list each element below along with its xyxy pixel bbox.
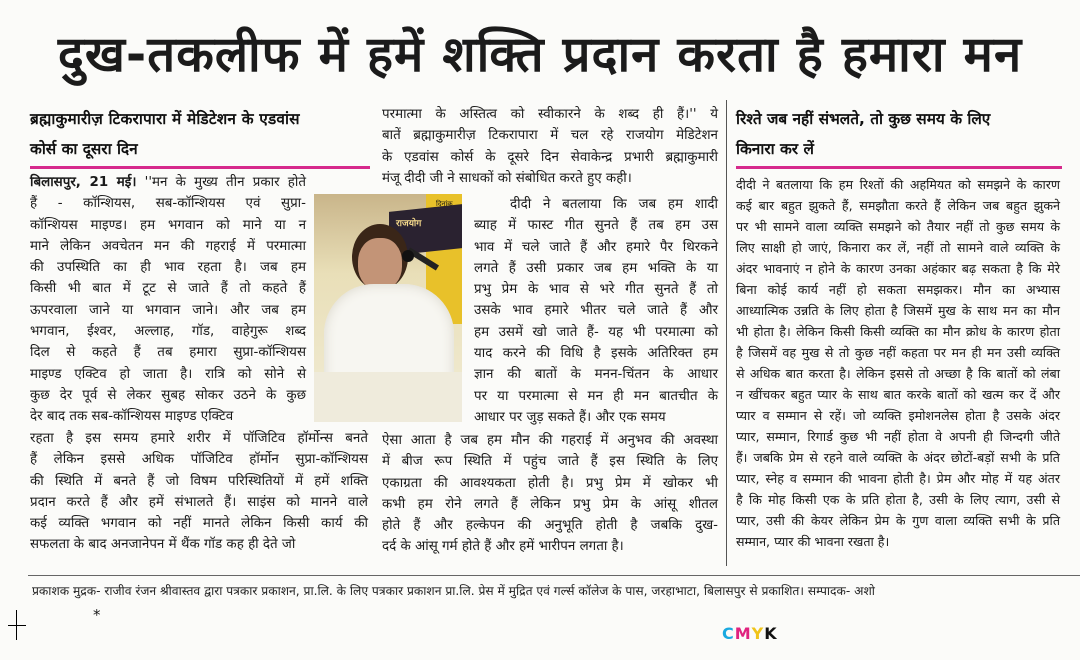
line-text: सफलता के बाद अनजानेपन में थैंक गॉड कह ही देते जो: [30, 537, 296, 553]
text-line: [30, 471, 368, 492]
col1-subhead-line1: ब्रह्माकुमारीज़ टिकरापारा में मेडिटेशन के एडवांस: [30, 110, 300, 128]
text-line: [382, 125, 718, 146]
text-line: [30, 321, 306, 342]
line-text: लिए साक्षी हो जाएं, किनारा कर लें, नहीं तो सामने वाले व्यक्ति के: [736, 240, 1060, 255]
col1-subhead: [30, 104, 370, 164]
text-line: [30, 278, 306, 299]
col1-body-continued: [30, 428, 368, 556]
line-text: भी होता है। लेकिन किसी किसी व्यक्ति का मौन क्रोध के कारण होता: [736, 324, 1060, 339]
text-line: [382, 168, 718, 189]
text-line: [736, 489, 1060, 510]
cmyk-m: M: [734, 624, 752, 643]
text-line: [474, 215, 718, 236]
line-text: याद करने की विधि है इसके अतिरिक्त हम: [474, 346, 718, 362]
text-line: [736, 510, 1060, 531]
text-line: [382, 430, 718, 451]
text-line: [736, 468, 1060, 489]
line-text: दीदी ने बतलाया कि जब हम शादी: [510, 197, 718, 212]
text-line: [474, 258, 718, 279]
footer-rule: [28, 575, 1080, 576]
text-line: [30, 215, 306, 236]
line-text: दिल से कहते हैं तब हमारा सुप्रा-कॉन्शियस: [30, 345, 306, 361]
line-text: पर भी सामने वाला व्यक्ति समझने को तैयार नहीं तो कुछ समय के: [736, 219, 1060, 234]
line-text: प्यार, सम्मान, रिगार्ड कुछ भी नहीं होता वे अपनी ही जिन्दगी जीते: [736, 429, 1060, 444]
line-text: माने लेकिन अवचेतन मन की गहराई में परमात्मा: [30, 238, 306, 254]
line-text: प्यार व सम्मान से रहें। जो व्यक्ति इमोशनलेस होता है उसके अंदर: [736, 408, 1060, 423]
col1-subhead-line2: कोर्स का दूसरा दिन: [30, 140, 138, 158]
photo-banner-text: राजयोग: [396, 219, 422, 229]
microphone-icon: [402, 250, 414, 262]
text-line: [474, 343, 718, 364]
cmyk-c: C: [722, 624, 735, 643]
line-text: भगवान, ईश्वर, अल्लाह, गॉड, वाहेगुरू शब्द: [30, 324, 306, 340]
col1-body: [30, 172, 306, 428]
text-line: [382, 104, 718, 125]
dateline: बिलासपुर, 21 मई।: [30, 175, 137, 190]
text-line: [382, 147, 718, 168]
text-line: [736, 426, 1060, 447]
text-line: [382, 451, 718, 472]
column-divider: [726, 100, 727, 566]
text-line: [474, 300, 718, 321]
text-line: [30, 193, 306, 214]
cmyk-y: Y: [751, 624, 765, 643]
text-line: [736, 342, 1060, 363]
text-line: [736, 447, 1060, 468]
text-line: [474, 386, 718, 407]
photo-face: [358, 238, 402, 290]
line-text: से अधिक बात करता है। लेकिन इससे तो अच्छा है कि बातों को लंबा: [736, 366, 1060, 381]
line-text: पर या परमात्मा से मन ही मन बातचीत के: [474, 388, 718, 404]
text-line: [474, 237, 718, 258]
line-text: किसी भी बात में टूट से जाते हैं तो कहते हैं: [30, 281, 306, 297]
text-line: [474, 194, 718, 215]
line-text: उसके भाव हमारे भीतर चले जाते हैं और: [474, 303, 718, 319]
line-text: प्रभु प्रेम के भाव से भरे गीत सुनते हैं तो: [474, 282, 718, 298]
line-text: रहता है इस समय हमारे शरीर में पॉजिटिव हॉर्मोन्स बनते: [30, 431, 368, 446]
col3-subhead-line1: रिश्ते जब नहीं संभलते, तो कुछ समय के लिए: [736, 110, 991, 128]
line-text: है कि मोह किसी एक के प्रति होता है, उसी के लिए त्याग, उसी से: [736, 492, 1060, 507]
line-text: लगते हैं उसी प्रकार जब हम भक्ति के या: [474, 260, 718, 276]
line-text: हैं लेकिन इससे अधिक पॉजिटिव हॉर्मोन सुप्रा-कॉन्शियस: [30, 452, 368, 468]
text-line: [736, 174, 1060, 195]
text-line: [736, 384, 1060, 405]
col1-rule: [30, 166, 370, 169]
text-line: [30, 257, 306, 278]
line-text: सम्मान, प्यार की भावना रखता है।: [736, 534, 890, 549]
line-text: हम उसमें खो जाते हैं- यह भी परमात्मा को: [474, 324, 718, 340]
line-text: कई व्यक्ति भगवान को नहीं मानते लेकिन किसी कार्य की: [30, 516, 368, 532]
text-line: [30, 385, 306, 406]
line-text: कभी हम रोने लगते हैं लेकिन प्रभु प्रेम के आंसू शीतल: [382, 496, 718, 512]
line-text: अंदर भावनाएं न होने के कारण उनका अहंकार बढ़ सकता है कि मेरे: [736, 261, 1060, 276]
line-text: आधार पर जुड़ सकते हैं। और एक समय: [474, 409, 666, 425]
text-line: [382, 536, 718, 557]
text-line: [30, 492, 368, 513]
text-line: [736, 405, 1060, 426]
text-line: [382, 515, 718, 536]
line-text: है जिसमें वह मुख से तो कुछ नहीं कहता पर मन ही मन उसी व्यक्ति: [736, 345, 1060, 360]
line-text: बिना कोई कार्य नहीं हो सकता समझकर। मौन का अभ्यास: [736, 282, 1060, 297]
line-text: ऐसा आता है जब हम मौन की गहराई में अनुभव की अवस्था: [382, 433, 718, 448]
photo-small-caption: दिनांक: [436, 200, 453, 208]
text-line: [736, 195, 1060, 216]
speaker-photo: [314, 194, 462, 422]
line-text: होते हैं और हल्केपन की अनुभूति होती है जबकि दुख-: [382, 518, 718, 534]
imprint-line: प्रकाशक मुद्रक- राजीव रंजन श्रीवास्तव द्वारा पत्रकार प्रकाशन, प्रा.लि. के लिए पत्रकार प्रकाशन प्रा.लि. प्रेस में मुद्रित एवं गर्ल्स कॉलेज के पास, जरहाभाटा, बिलासपुर से प्रकाशित। सम्पादक- अशो: [32, 584, 875, 598]
text-line: [736, 258, 1060, 279]
line-text: दीदी ने बतलाया कि हम रिश्तों की अहमियत को समझने के कारण: [736, 177, 1060, 192]
line-text: मंजू दीदी जी ने साधकों को संबोधित करते हुए कही।: [382, 170, 632, 186]
line-text: में बीज रूप स्थिति में पहुंच जाते हैं इस स्थिति के लिए: [382, 454, 718, 470]
text-line: [736, 279, 1060, 300]
line-text: ऊपरवाला जाने या भगवान जाने। और जब हम: [30, 302, 306, 318]
line-text: प्यार, स्नेह व सम्मान की भावना होती है। प्रेम और मोह में यह अंतर: [736, 471, 1060, 486]
line-text: देर बाद तक सब-कॉन्शियस माइण्ड एक्टिव: [30, 409, 234, 425]
star-mark: *: [93, 606, 101, 624]
text-line: [474, 407, 718, 428]
line-text: हैं। जबकि प्रेम से रहने वाले व्यक्ति के अंदर छोटों-बड़ों सभी के प्रति: [736, 450, 1060, 465]
line-text: की स्थिति में बनते हैं जो विषम परिस्थितियों में हमें शक्ति: [30, 473, 368, 489]
text-line: [30, 513, 368, 534]
text-line: [474, 322, 718, 343]
line-text: ''मन के मुख्य तीन प्रकार होते: [144, 175, 306, 190]
text-line: [30, 342, 306, 363]
col2-body-beside-photo: [474, 194, 718, 428]
text-line: [30, 428, 368, 449]
col3-subhead: [736, 104, 1066, 164]
line-text: दर्द के आंसू गर्म होते हैं और हमें भारीपन लगता है।: [382, 539, 624, 555]
text-line: [736, 531, 1060, 552]
line-text: कुछ देर पूर्व से लेकर सुबह सोकर उठने के कुछ: [30, 387, 306, 403]
col3-subhead-line2: किनारा कर लें: [736, 140, 814, 158]
line-text: कई बार बहुत झुकते हैं, समझौता करते हैं लेकिन जब बहुत झुकने: [736, 198, 1060, 213]
line-text: परमात्मा के अस्तित्व को स्वीकारने के शब्द ही हैं।'' ये: [382, 107, 718, 122]
cmyk-k: K: [764, 624, 778, 643]
text-line: [736, 321, 1060, 342]
col3-rule: [736, 166, 1062, 169]
registration-crosshair: [8, 610, 26, 640]
headline: दुख-तकलीफ में हमें शक्ति प्रदान करता है हमारा मन: [57, 26, 1023, 83]
text-line: [30, 406, 306, 427]
line-text: आध्यात्मिक उन्नति के लिए होता है जिसमें मुख के साथ मन का मौन: [736, 303, 1060, 318]
text-line: [736, 300, 1060, 321]
line-text: ब्याह में फास्ट गीत सुनते हैं तब हम उस: [474, 218, 718, 234]
text-line: [474, 279, 718, 300]
line-text: के एडवांस कोर्स के दूसरे दिन सेवाकेन्द्र प्रभारी ब्रह्माकुमारी: [382, 149, 718, 165]
text-line: [474, 364, 718, 385]
photo-table-cloth: [314, 372, 462, 422]
col2-body-top: [382, 104, 718, 189]
line-text: एकाग्रता की आवश्यकता होती है। प्रभु प्रेम में खोकर भी: [382, 475, 718, 491]
text-line: [30, 236, 306, 257]
text-line: [382, 494, 718, 515]
text-line: [30, 300, 306, 321]
line-text: प्यार, उसी की केयर लेकिन प्रेम के गुण वाला व्यक्ति सभी के प्रति: [736, 513, 1060, 528]
line-text: कॉन्शियस माइण्ड। हम भगवान को माने या न: [30, 217, 306, 233]
col2-body-bottom: [382, 430, 718, 558]
line-text: ज्ञान की बातों के मनन-चिंतन के आधार: [474, 367, 718, 383]
text-line: [30, 534, 368, 555]
col3-body: [736, 174, 1060, 552]
line-text: हैं - कॉन्शियस, सब-कॉन्शियस एवं सुप्रा-: [30, 196, 306, 212]
line-text: बातें ब्रह्माकुमारीज़ टिकरापारा में चल रहे राजयोग मेडिटेशन: [382, 128, 718, 144]
text-line: [30, 449, 368, 470]
text-line: [736, 237, 1060, 258]
text-line: [30, 364, 306, 385]
cmyk-color-bar: [722, 624, 778, 643]
text-line: [382, 473, 718, 494]
line-text: माइण्ड एक्टिव हो जाता है। रात्रि को सोने से: [30, 366, 306, 382]
text-line: [736, 363, 1060, 384]
line-text: भाव में चले जाते हैं और हमारे पैर थिरकने: [474, 239, 718, 255]
text-line: [736, 216, 1060, 237]
line-text: की उपस्थिति का ही भाव रहता है। जब हम: [30, 260, 306, 276]
line-text: न खींचकर बहुत प्यार के साथ बात करके बातों को खत्म कर दें और: [736, 387, 1060, 402]
line-text: प्रदान करते हैं और हमें संभालते हैं। साइंस को मानने वाले: [30, 494, 368, 510]
text-line: [30, 172, 306, 193]
